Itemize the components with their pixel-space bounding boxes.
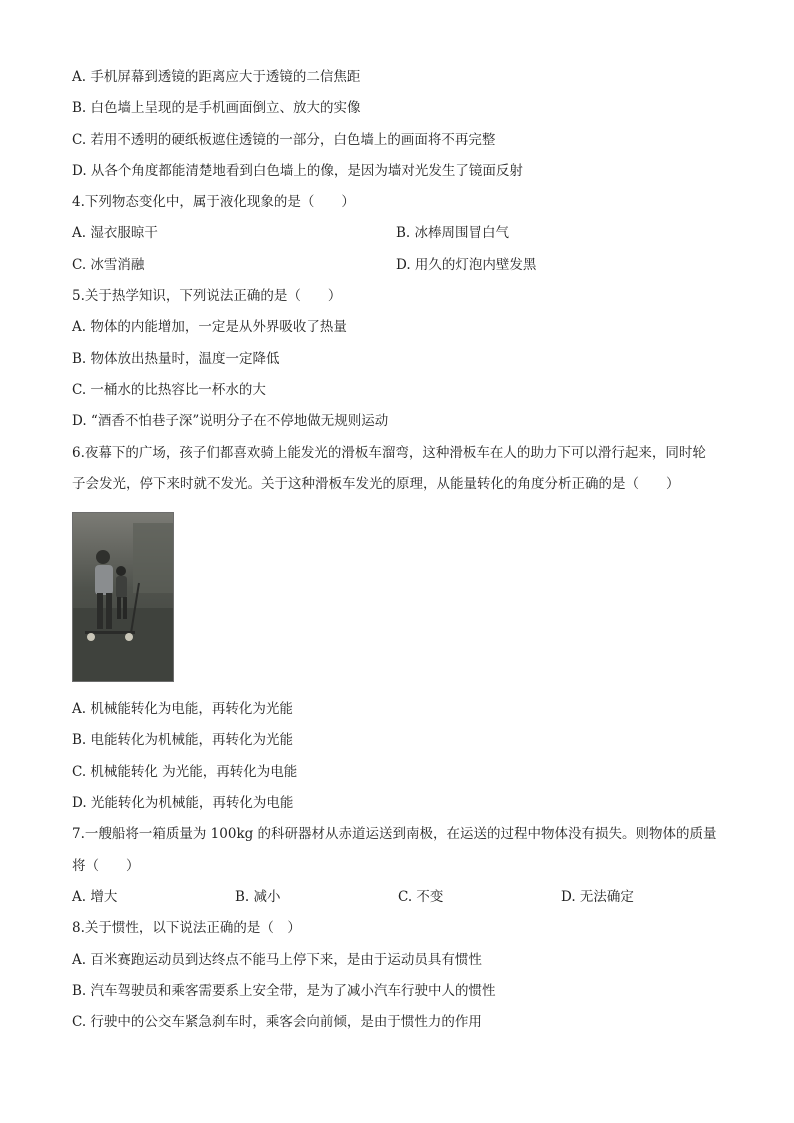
q7-option-c: C. 不变 xyxy=(398,888,444,905)
question-8 xyxy=(72,913,732,1038)
q7-option-a: A. 增大 xyxy=(72,888,118,905)
question-6 xyxy=(72,438,732,820)
q3-option-c: C. 若用不透明的硬纸板遮住透镜的一部分，白色墙上的画面将不再完整 xyxy=(72,131,496,148)
q5-option-b: B. 物体放出热量时，温度一定降低 xyxy=(72,350,280,367)
q7-options-row xyxy=(72,882,732,913)
q3-option-a: A. 手机屏幕到透镜的距离应大于透镜的二信焦距 xyxy=(72,69,361,85)
q7-option-b: B. 减小 xyxy=(235,888,281,905)
q4-option-c: C. 冰雪消融 xyxy=(72,256,145,273)
q8-stem: 8.关于惯性，以下说法正确的是（ ） xyxy=(72,920,301,937)
q6-stem-line-1: 6.夜幕下的广场，孩子们都喜欢骑上能发光的滑板车溜弯，这种滑板车在人的助力下可以滑行起来，同时轮 xyxy=(72,444,706,461)
q4-options-row-1 xyxy=(72,218,732,249)
q8-option-a: A. 百米赛跑运动员到达终点不能马上停下来，是由于运动员具有惯性 xyxy=(72,951,482,968)
q5-option-d: D. “酒香不怕巷子深”说明分子在不停地做无规则运动 xyxy=(72,413,389,430)
q3-option-b: B. 白色墙上呈现的是手机画面倒立、放大的实像 xyxy=(72,100,361,117)
scooter-photo xyxy=(72,512,174,682)
q5-option-a: A. 物体的内能增加，一定是从外界吸收了热量 xyxy=(72,319,347,336)
question-4 xyxy=(72,187,732,281)
q5-stem: 5.关于热学知识，下列说法正确的是（ ） xyxy=(72,288,342,305)
q7-option-d: D. 无法确定 xyxy=(561,888,634,905)
q3-option-d: D. 从各个角度都能清楚地看到白色墙上的像，是因为墙对光发生了镜面反射 xyxy=(72,162,523,179)
q5-option-c: C. 一桶水的比热容比一杯水的大 xyxy=(72,381,266,398)
q4-options-row-2 xyxy=(72,250,732,281)
q8-option-c: C. 行驶中的公交车紧急刹车时，乘客会向前倾，是由于惯性力的作用 xyxy=(72,1014,482,1031)
scooter-photo-image xyxy=(73,513,173,681)
q6-option-d: D. 光能转化为机械能，再转化为电能 xyxy=(72,795,294,812)
q6-option-b: B. 电能转化为机械能，再转化为光能 xyxy=(72,732,294,749)
q6-option-c: C. 机械能转化 为光能，再转化为电能 xyxy=(72,763,298,780)
q4-option-b: B. 冰棒周围冒白气 xyxy=(396,225,510,242)
q7-stem-line-1: 7.一艘船将一箱质量为 100kg 的科研器材从赤道运送到南极，在运送的过程中物体没有损失。则物体的质量 xyxy=(72,826,717,843)
q8-option-b: B. 汽车驾驶员和乘客需要系上安全带，是为了减小汽车行驶中人的惯性 xyxy=(72,982,496,999)
question-5 xyxy=(72,281,732,437)
q6-option-a: A. 机械能转化为电能，再转化为光能 xyxy=(72,701,293,718)
q4-option-a: A. 湿衣服晾干 xyxy=(72,225,158,242)
q6-stem-line-2: 子会发光，停下来时就不发光。关于这种滑板车发光的原理，从能量转化的角度分析正确的是（ ） xyxy=(72,475,680,492)
page-content xyxy=(72,62,732,1038)
q4-stem: 4.下列物态变化中，属于液化现象的是（ ） xyxy=(72,194,355,211)
q7-stem-line-2: 将（ ） xyxy=(72,857,140,874)
q4-option-d: D. 用久的灯泡内壁发黑 xyxy=(396,256,537,273)
question-3-options xyxy=(72,62,732,187)
question-7 xyxy=(72,819,732,913)
